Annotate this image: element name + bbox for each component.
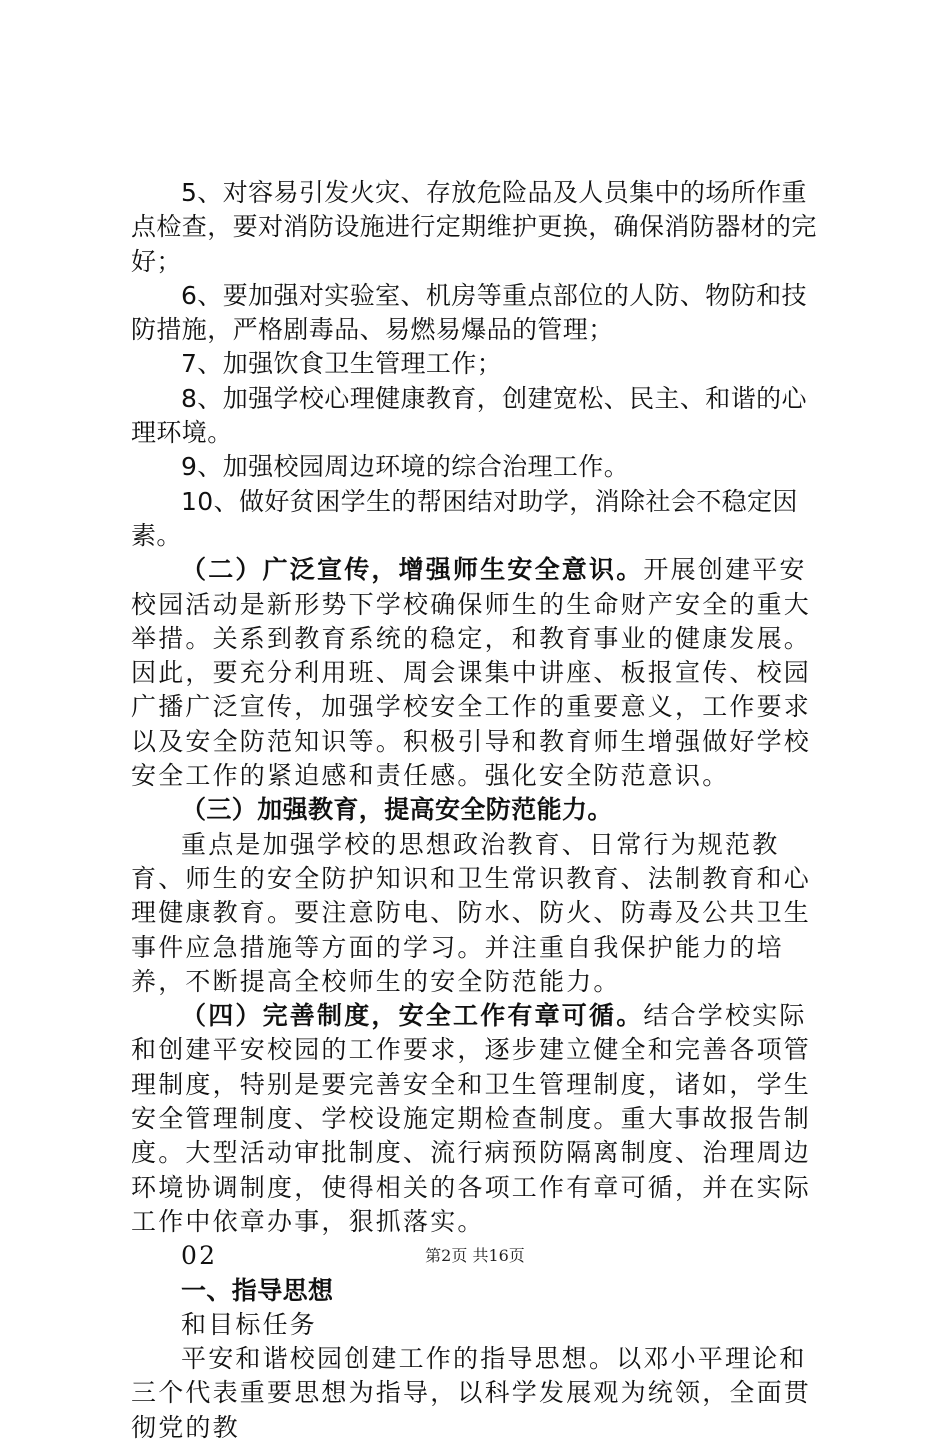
part-one-subheading: 和目标任务 <box>181 1309 318 1339</box>
part-one-heading: 一、指导思想 <box>181 1275 334 1305</box>
section-four-paragraph <box>131 999 831 1239</box>
section-two-paragraph <box>131 553 831 793</box>
list-item-8: 8、加强学校心理健康教育，创建宽松、民主、和谐的心理环境。 <box>131 383 807 448</box>
list-item-9: 9、加强校园周边环境的综合治理工作。 <box>181 452 630 482</box>
section-two-body: 开展创建平安校园活动是新形势下学校确保师生的生命财产安全的重大举措。关系到教育系统的稳定，和教育事业的健康发展。因此，要充分利用班、周会课集中讲座、板报宣传、校园广播广泛宣传，加强学校安全工作的重要意义，工作要求以及安全防范知识等。积极引导和教育师生增强做好学校安全工作的紧迫感和责任感。强化安全防范意识。 <box>131 555 812 791</box>
section-four-body: 结合学校实际和创建平安校园的工作要求，逐步建立健全和完善各项管理制度，特别是要完善安全和卫生管理制度，诸如，学生安全管理制度、学校设施定期检查制度。重大事故报告制度。大型活动审批制度、流行病预防隔离制度、治理周边环境协调制度，使得相关的各项工作有章可循，并在实际工作中依章办事，狠抓落实。 <box>131 1001 812 1236</box>
page-footer: 第2页 共16页 <box>425 1246 525 1265</box>
list-item-10: 10、做好贫困学生的帮困结对助学，消除社会不稳定因素。 <box>131 486 798 550</box>
part-one-body: 平安和谐校园创建工作的指导思想。以邓小平理论和三个代表重要思想为指导，以科学发展观为统领，全面贯彻党的教 <box>131 1344 812 1442</box>
section-marker: 02 <box>181 1241 218 1271</box>
list-item-6: 6、要加强对实验室、机房等重点部位的人防、物防和技防措施，严格剧毒品、易燃易爆品的管理； <box>131 280 807 345</box>
section-three-body: 重点是加强学校的思想政治教育、日常行为规范教育、师生的安全防护知识和卫生常识教育、法制教育和心理健康教育。要注意防电、防水、防火、防毒及公共卫生事件应急措施等方面的学习。并注重自我保护能力的培养，不断提高全校师生的安全防范能力。 <box>131 829 812 996</box>
list-item-7: 7、加强饮食卫生管理工作； <box>181 349 503 379</box>
section-four-heading: （四）完善制度，安全工作有章可循。 <box>181 1001 644 1031</box>
section-three-heading: （三）加强教育，提高安全防范能力。 <box>181 795 613 825</box>
section-two-heading: （二）广泛宣传，增强师生安全意识。 <box>181 555 644 585</box>
list-item-5: 5、对容易引发火灾、存放危险品及人员集中的场所作重点检查，要对消防设施进行定期维护更换，确保消防器材的完好； <box>131 178 817 276</box>
